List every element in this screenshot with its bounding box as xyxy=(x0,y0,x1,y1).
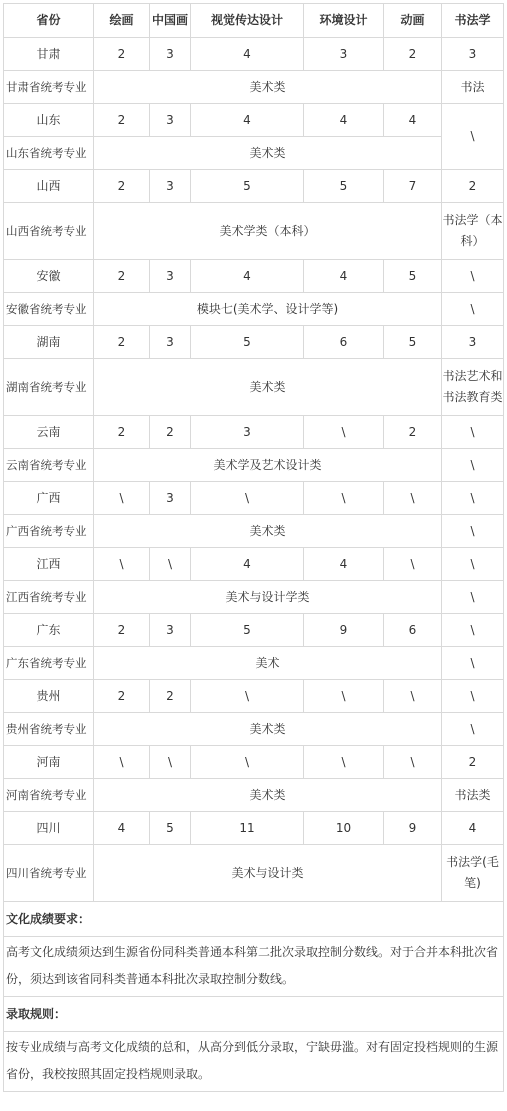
score-cell: 5 xyxy=(191,614,304,647)
exam-subject-label: 云南省统考专业 xyxy=(4,449,94,482)
score-cell: \ xyxy=(304,482,384,515)
score-cell: 5 xyxy=(191,170,304,203)
score-cell: 5 xyxy=(384,326,442,359)
unified-exam-row xyxy=(4,713,504,746)
unified-exam-row xyxy=(4,515,504,548)
admission-rule-heading: 录取规则： xyxy=(4,997,504,1032)
score-cell: 6 xyxy=(384,614,442,647)
art-category: 美术学类（本科） xyxy=(94,203,442,260)
art-category: 模块七(美术学、设计学等) xyxy=(94,293,442,326)
exam-subject-label: 四川省统考专业 xyxy=(4,845,94,902)
score-cell: \ xyxy=(442,548,504,581)
calligraphy-category: 书法类 xyxy=(442,779,504,812)
exam-subject-label: 河南省统考专业 xyxy=(4,779,94,812)
table-header-row xyxy=(4,4,504,38)
column-header: 省份 xyxy=(4,4,94,38)
score-cell: \ xyxy=(304,680,384,713)
exam-subject-label: 甘肃省统考专业 xyxy=(4,71,94,104)
score-cell: 2 xyxy=(94,170,150,203)
score-cell: 2 xyxy=(94,614,150,647)
exam-subject-label: 广东省统考专业 xyxy=(4,647,94,680)
province-score-row xyxy=(4,746,504,779)
score-cell: 2 xyxy=(384,38,442,71)
score-cell: 4 xyxy=(304,260,384,293)
score-cell: \ xyxy=(150,746,191,779)
column-header: 中国画 xyxy=(150,4,191,38)
score-cell: 10 xyxy=(304,812,384,845)
score-cell: 3 xyxy=(150,326,191,359)
art-category: 美术类 xyxy=(94,515,442,548)
art-category: 美术类 xyxy=(94,713,442,746)
score-cell: \ xyxy=(304,746,384,779)
province-score-row xyxy=(4,680,504,713)
calligraphy-category: \ xyxy=(442,449,504,482)
score-cell: 5 xyxy=(384,260,442,293)
score-cell: 2 xyxy=(94,326,150,359)
score-cell: 5 xyxy=(304,170,384,203)
unified-exam-row xyxy=(4,137,504,170)
province-name: 云南 xyxy=(4,416,94,449)
art-category: 美术 xyxy=(94,647,442,680)
score-cell: 3 xyxy=(150,482,191,515)
unified-exam-row xyxy=(4,293,504,326)
score-cell: \ xyxy=(384,548,442,581)
score-cell: 2 xyxy=(94,260,150,293)
province-name: 广东 xyxy=(4,614,94,647)
score-cell: 3 xyxy=(442,326,504,359)
score-cell: 2 xyxy=(94,680,150,713)
exam-subject-label: 广西省统考专业 xyxy=(4,515,94,548)
score-cell: \ xyxy=(442,416,504,449)
score-cell: 3 xyxy=(442,38,504,71)
score-cell: \ xyxy=(384,482,442,515)
province-name: 湖南 xyxy=(4,326,94,359)
calligraphy-category: \ xyxy=(442,581,504,614)
calligraphy-category: \ xyxy=(442,293,504,326)
art-category: 美术学及艺术设计类 xyxy=(94,449,442,482)
exam-subject-label: 安徽省统考专业 xyxy=(4,293,94,326)
score-cell: 7 xyxy=(384,170,442,203)
calligraphy-category: 书法学(毛笔) xyxy=(442,845,504,902)
score-cell: 2 xyxy=(94,104,150,137)
province-score-row xyxy=(4,812,504,845)
score-cell: \ xyxy=(442,482,504,515)
province-name: 山东 xyxy=(4,104,94,137)
province-name: 甘肃 xyxy=(4,38,94,71)
score-requirements-table xyxy=(3,3,504,1092)
province-score-row xyxy=(4,326,504,359)
score-cell: 3 xyxy=(304,38,384,71)
culture-requirement-heading: 文化成绩要求： xyxy=(4,902,504,937)
score-cell: 4 xyxy=(191,548,304,581)
art-category: 美术与设计学类 xyxy=(94,581,442,614)
unified-exam-row xyxy=(4,581,504,614)
province-score-row xyxy=(4,170,504,203)
score-cell: 6 xyxy=(304,326,384,359)
score-cell: 3 xyxy=(150,170,191,203)
score-cell: 4 xyxy=(191,104,304,137)
unified-exam-row xyxy=(4,359,504,416)
score-cell: \ xyxy=(384,680,442,713)
calligraphy-category: \ xyxy=(442,515,504,548)
column-header: 视觉传达设计 xyxy=(191,4,304,38)
score-cell: 9 xyxy=(304,614,384,647)
score-cell: \ xyxy=(384,746,442,779)
province-score-row xyxy=(4,548,504,581)
score-cell: 2 xyxy=(94,416,150,449)
score-cell: \ xyxy=(442,260,504,293)
score-cell: 3 xyxy=(150,614,191,647)
culture-requirement-heading-row xyxy=(4,902,504,937)
art-category: 美术与设计类 xyxy=(94,845,442,902)
score-cell: \ xyxy=(191,746,304,779)
art-category: 美术类 xyxy=(94,779,442,812)
score-cell: \ xyxy=(94,482,150,515)
province-score-row xyxy=(4,104,504,137)
exam-subject-label: 贵州省统考专业 xyxy=(4,713,94,746)
unified-exam-row xyxy=(4,779,504,812)
province-score-row xyxy=(4,416,504,449)
score-cell: 2 xyxy=(150,680,191,713)
province-score-row xyxy=(4,260,504,293)
score-cell: 2 xyxy=(442,170,504,203)
column-header: 书法学 xyxy=(442,4,504,38)
unified-exam-row xyxy=(4,449,504,482)
score-cell: 4 xyxy=(442,812,504,845)
score-cell: \ xyxy=(442,680,504,713)
score-cell: 2 xyxy=(150,416,191,449)
score-cell: 4 xyxy=(304,104,384,137)
admission-rule-text-row xyxy=(4,1032,504,1092)
art-category: 美术类 xyxy=(94,137,442,170)
calligraphy-category: 书法 xyxy=(442,71,504,104)
score-cell: 2 xyxy=(442,746,504,779)
score-cell: \ xyxy=(94,548,150,581)
score-cell: 3 xyxy=(191,416,304,449)
art-category: 美术类 xyxy=(94,71,442,104)
calligraphy-category: \ xyxy=(442,647,504,680)
score-cell: 4 xyxy=(191,260,304,293)
exam-subject-label: 山西省统考专业 xyxy=(4,203,94,260)
admission-rule-heading-row xyxy=(4,997,504,1032)
admission-rule-text: 按专业成绩与高考文化成绩的总和，从高分到低分录取，宁缺毋滥。对有固定投档规则的生源省份，我校按照其固定投档规则录取。 xyxy=(4,1032,504,1092)
unified-exam-row xyxy=(4,71,504,104)
exam-subject-label: 山东省统考专业 xyxy=(4,137,94,170)
score-cell: 4 xyxy=(304,548,384,581)
column-header: 环境设计 xyxy=(304,4,384,38)
province-name: 贵州 xyxy=(4,680,94,713)
calligraphy-category: 书法艺术和书法教育类 xyxy=(442,359,504,416)
admission-requirements-sheet xyxy=(3,3,503,1092)
score-cell: 11 xyxy=(191,812,304,845)
culture-requirement-text: 高考文化成绩须达到生源省份同科类普通本科第二批次录取控制分数线。对于合并本科批次省份，须达到该省同科类普通本科批次录取控制分数线。 xyxy=(4,937,504,997)
column-header: 绘画 xyxy=(94,4,150,38)
score-cell: 5 xyxy=(191,326,304,359)
score-cell: 4 xyxy=(94,812,150,845)
province-name: 四川 xyxy=(4,812,94,845)
province-score-row xyxy=(4,614,504,647)
province-name: 山西 xyxy=(4,170,94,203)
province-name: 江西 xyxy=(4,548,94,581)
column-header: 动画 xyxy=(384,4,442,38)
art-category: 美术类 xyxy=(94,359,442,416)
score-cell: 3 xyxy=(150,38,191,71)
score-cell: 4 xyxy=(191,38,304,71)
score-cell: 2 xyxy=(384,416,442,449)
score-cell: 4 xyxy=(384,104,442,137)
unified-exam-row xyxy=(4,203,504,260)
score-cell: \ xyxy=(442,614,504,647)
score-cell: 2 xyxy=(94,38,150,71)
exam-subject-label: 湖南省统考专业 xyxy=(4,359,94,416)
score-cell: 5 xyxy=(150,812,191,845)
score-cell: 3 xyxy=(150,260,191,293)
score-cell: 3 xyxy=(150,104,191,137)
province-score-row xyxy=(4,38,504,71)
score-cell: 9 xyxy=(384,812,442,845)
exam-subject-label: 江西省统考专业 xyxy=(4,581,94,614)
province-score-row xyxy=(4,482,504,515)
score-cell: \ xyxy=(442,104,504,170)
unified-exam-row xyxy=(4,845,504,902)
calligraphy-category: 书法学（本科） xyxy=(442,203,504,260)
score-cell: \ xyxy=(304,416,384,449)
score-cell: \ xyxy=(150,548,191,581)
unified-exam-row xyxy=(4,647,504,680)
province-name: 河南 xyxy=(4,746,94,779)
culture-requirement-text-row xyxy=(4,937,504,997)
province-name: 广西 xyxy=(4,482,94,515)
province-name: 安徽 xyxy=(4,260,94,293)
score-cell: \ xyxy=(94,746,150,779)
score-cell: \ xyxy=(191,482,304,515)
score-cell: \ xyxy=(191,680,304,713)
calligraphy-category: \ xyxy=(442,713,504,746)
